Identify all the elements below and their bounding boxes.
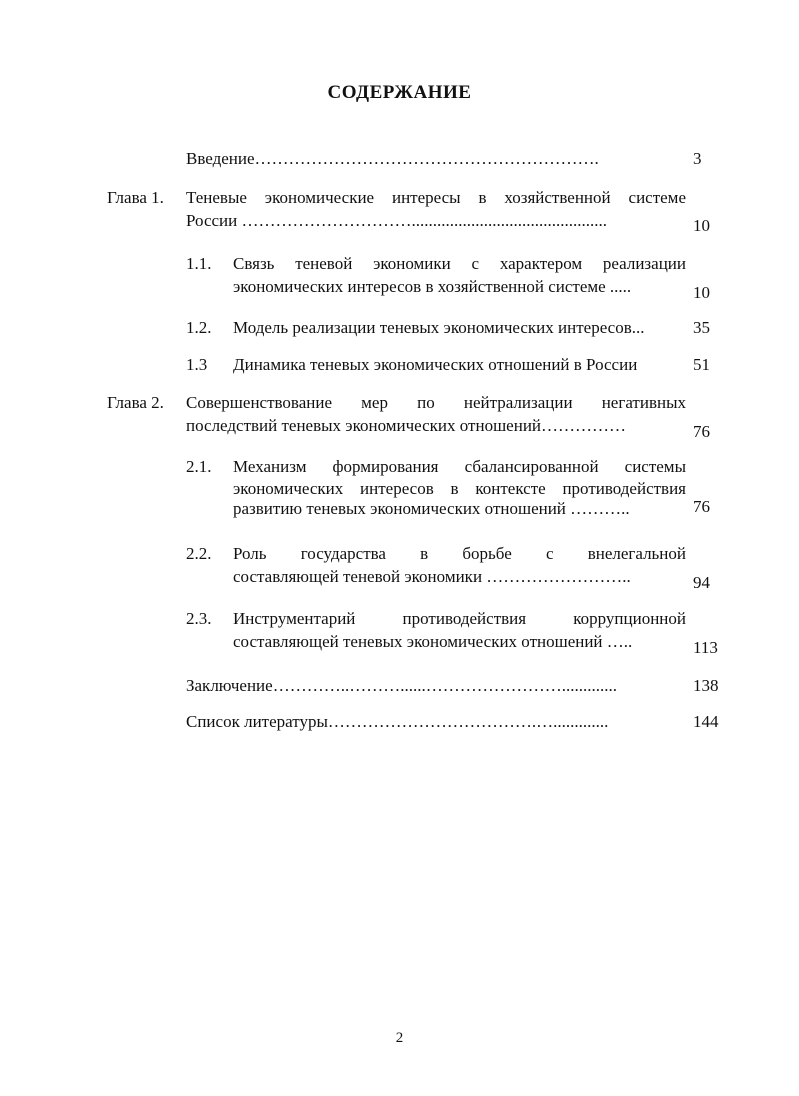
toc-intro-page: 3 bbox=[693, 149, 702, 168]
toc-ch1-line2: России ………………………….............................................. bbox=[186, 211, 607, 230]
toc-ch1-page: 10 bbox=[693, 216, 710, 235]
toc-s21-line2: экономических интересов в контексте противодействия bbox=[233, 479, 686, 498]
toc-s21-page: 76 bbox=[693, 497, 710, 516]
toc-s11-line1: Связь теневой экономики с характером реализации bbox=[233, 254, 686, 273]
toc-s12-line1: Модель реализации теневых экономических интересов... bbox=[233, 318, 645, 337]
page-title: СОДЕРЖАНИЕ bbox=[327, 82, 472, 103]
toc-ch2-line2: последствий теневых экономических отношений…………… bbox=[186, 416, 627, 435]
toc-s23-page: 113 bbox=[693, 638, 718, 657]
toc-s22-page: 94 bbox=[693, 573, 710, 592]
toc-bibliography-page: 144 bbox=[693, 712, 719, 731]
toc-s21-prefix: 2.1. bbox=[186, 457, 212, 476]
toc-s13-page: 51 bbox=[693, 355, 710, 374]
toc-s11-prefix: 1.1. bbox=[186, 254, 212, 273]
toc-s23-prefix: 2.3. bbox=[186, 609, 212, 628]
toc-ch1-prefix: Глава 1. bbox=[107, 188, 164, 207]
toc-s13-line1: Динамика теневых экономических отношений в России bbox=[233, 355, 638, 374]
toc-s21-line1: Механизм формирования сбалансированной системы bbox=[233, 457, 686, 476]
toc-intro-text: Введение……………………………………………………. bbox=[186, 149, 599, 168]
toc-s13-prefix: 1.3 bbox=[186, 355, 208, 374]
toc-ch2-prefix: Глава 2. bbox=[107, 393, 164, 412]
toc-s23-line1: Инструментарий противодействия коррупционной bbox=[233, 609, 686, 628]
toc-s12-page: 35 bbox=[693, 318, 710, 337]
toc-bibliography-text: Список литературы……………………………….…............. bbox=[186, 712, 609, 731]
toc-ch2-page: 76 bbox=[693, 422, 710, 441]
toc-s22-line1: Роль государства в борьбе с внелегальной bbox=[233, 544, 686, 563]
toc-s23-line2: составляющей теневых экономических отношений ….. bbox=[233, 632, 633, 651]
toc-s11-line2: экономических интересов в хозяйственной системе ..... bbox=[233, 277, 632, 296]
toc-conclusion-page: 138 bbox=[693, 676, 719, 695]
toc-s22-line2: составляющей теневой экономики …………………….. bbox=[233, 567, 631, 586]
toc-conclusion-text: Заключение…………..………......……………………............. bbox=[186, 676, 617, 695]
toc-s12-prefix: 1.2. bbox=[186, 318, 212, 337]
toc-ch1-line1: Теневые экономические интересы в хозяйственной системе bbox=[186, 188, 686, 207]
toc-s11-page: 10 bbox=[693, 283, 710, 302]
toc-ch2-line1: Совершенствование мер по нейтрализации негативных bbox=[186, 393, 686, 412]
footer-page-number: 2 bbox=[395, 1030, 404, 1046]
toc-s21-line3: развитию теневых экономических отношений ……….. bbox=[233, 499, 630, 518]
toc-s22-prefix: 2.2. bbox=[186, 544, 212, 563]
